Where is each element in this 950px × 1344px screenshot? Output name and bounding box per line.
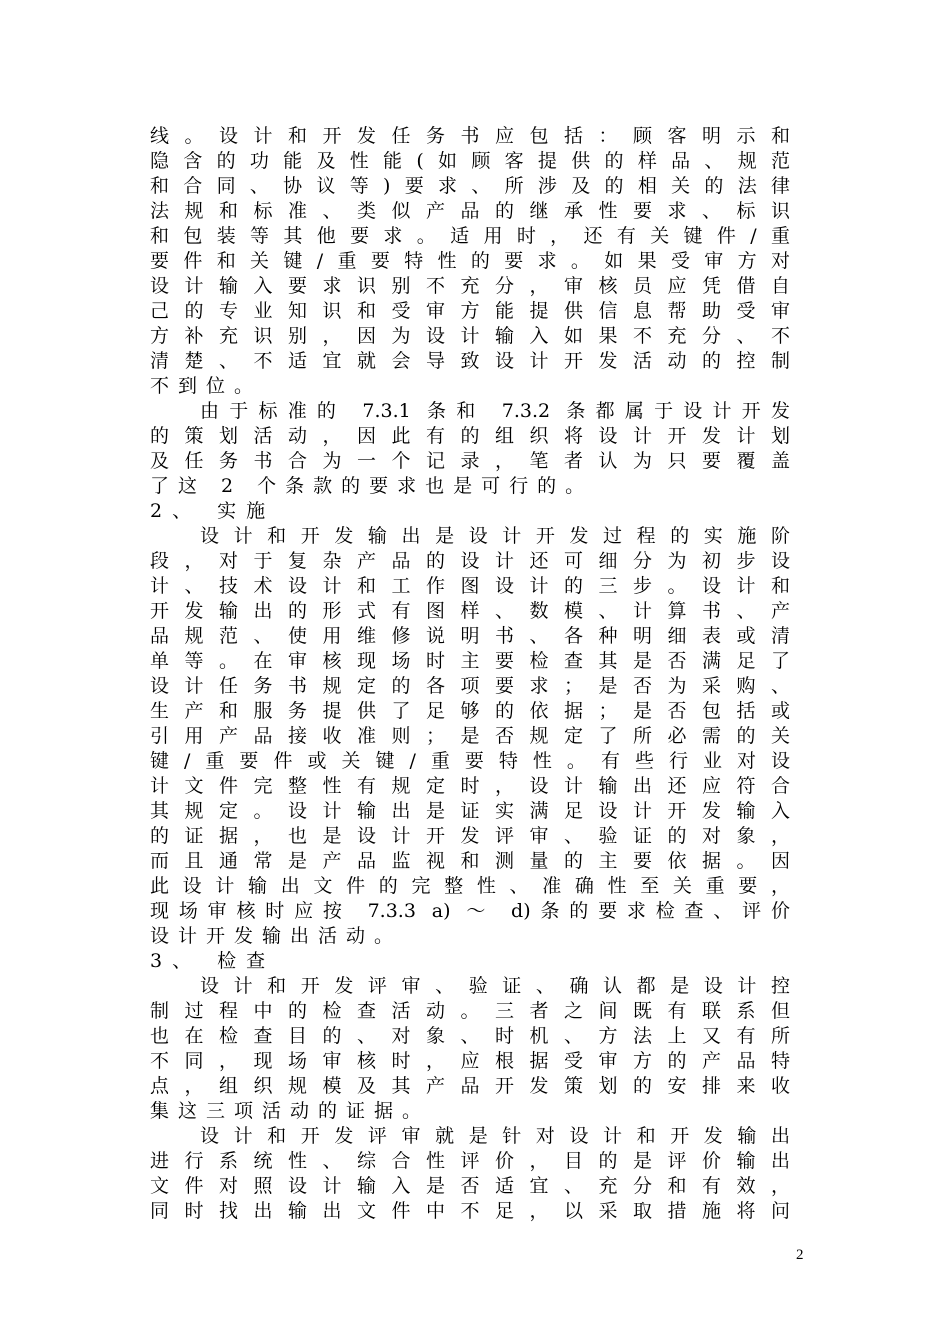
paragraph-first-line: 由于标准的 7.3.1 条和 7.3.2 条都属于设计开发	[200, 400, 790, 422]
text-line: 引用产品接收准则；是否规定了所必需的关	[150, 725, 790, 747]
paragraph-first-line: 设计和开发评审、验证、确认都是设计控	[200, 975, 790, 997]
text-line: 了这 2 个条款的要求也是可行的。	[150, 475, 594, 497]
text-line: 设计输入要求识别不充分，审核员应凭借自	[150, 275, 790, 297]
text-line: 方补充识别，因为设计输入如果不充分、不	[150, 325, 790, 347]
text-line: 隐含的功能及性能(如顾客提供的样品、规范	[150, 150, 790, 172]
text-line: 己的专业知识和受审方能提供信息帮助受审	[150, 300, 790, 322]
page-number: 2	[796, 1247, 804, 1263]
text-line: 现场审核时应按 7.3.3 a) ～ d)条的要求检查、评价	[150, 900, 790, 922]
body-text	[150, 124, 790, 1224]
text-line: 同时找出输出文件中不足，以采取措施将问	[150, 1200, 790, 1222]
text-line: 的证据，也是设计开发评审、验证的对象，	[150, 825, 790, 847]
text-line: 和包装等其他要求。适用时，还有关键件/重	[150, 225, 790, 247]
section-heading: 3、 检查	[150, 950, 276, 972]
text-line: 计、技术设计和工作图设计的三步。设计和	[150, 575, 790, 597]
text-line: 键/重要件或关键/重要特性。有些行业对设	[150, 750, 790, 772]
paragraph-first-line: 设计和开发评审就是针对设计和开发输出	[200, 1125, 790, 1147]
text-line: 的策划活动，因此有的组织将设计开发计划	[150, 425, 790, 447]
text-line: 进行系统性、综合性评价，目的是评价输出	[150, 1150, 790, 1172]
text-line: 制过程中的检查活动。三者之间既有联系但	[150, 1000, 790, 1022]
text-line: 不同，现场审核时，应根据受审方的产品特	[150, 1050, 790, 1072]
text-line: 单等。在审核现场时主要检查其是否满足了	[150, 650, 790, 672]
text-line: 计文件完整性有规定时，设计输出还应符合	[150, 775, 790, 797]
text-line: 此设计输出文件的完整性、准确性至关重要，	[150, 875, 790, 897]
text-line: 不到位。	[150, 375, 263, 397]
text-line: 线。设计和开发任务书应包括：顾客明示和	[150, 125, 790, 147]
text-line: 清楚、不适宜就会导致设计开发活动的控制	[150, 350, 790, 372]
text-line: 而且通常是产品监视和测量的主要依据。因	[150, 850, 790, 872]
section-heading: 2、 实施	[150, 500, 276, 522]
text-line: 点，组织规模及其产品开发策划的安排来收	[150, 1075, 790, 1097]
text-line: 设计任务书规定的各项要求；是否为采购、	[150, 675, 790, 697]
text-line: 和合同、协议等)要求、所涉及的相关的法律	[150, 175, 790, 197]
text-line: 其规定。设计输出是证实满足设计开发输入	[150, 800, 790, 822]
text-line: 生产和服务提供了足够的依据；是否包括或	[150, 700, 790, 722]
text-line: 法规和标准、类似产品的继承性要求、标识	[150, 200, 790, 222]
text-line: 也在检查目的、对象、时机、方法上又有所	[150, 1025, 790, 1047]
paragraph-first-line: 设计和开发输出是设计开发过程的实施阶	[200, 525, 790, 547]
text-line: 要件和关键/重要特性的要求。如果受审方对	[150, 250, 790, 272]
text-line: 品规范、使用维修说明书、各种明细表或清	[150, 625, 790, 647]
text-line: 文件对照设计输入是否适宜、充分和有效，	[150, 1175, 790, 1197]
text-line: 集这三项活动的证据。	[150, 1100, 431, 1122]
text-line: 段，对于复杂产品的设计还可细分为初步设	[150, 550, 790, 572]
text-line: 开发输出的形式有图样、数模、计算书、产	[150, 600, 790, 622]
text-line: 及任务书合为一个记录，笔者认为只要覆盖	[150, 450, 790, 472]
text-line: 设计开发输出活动。	[150, 925, 403, 947]
